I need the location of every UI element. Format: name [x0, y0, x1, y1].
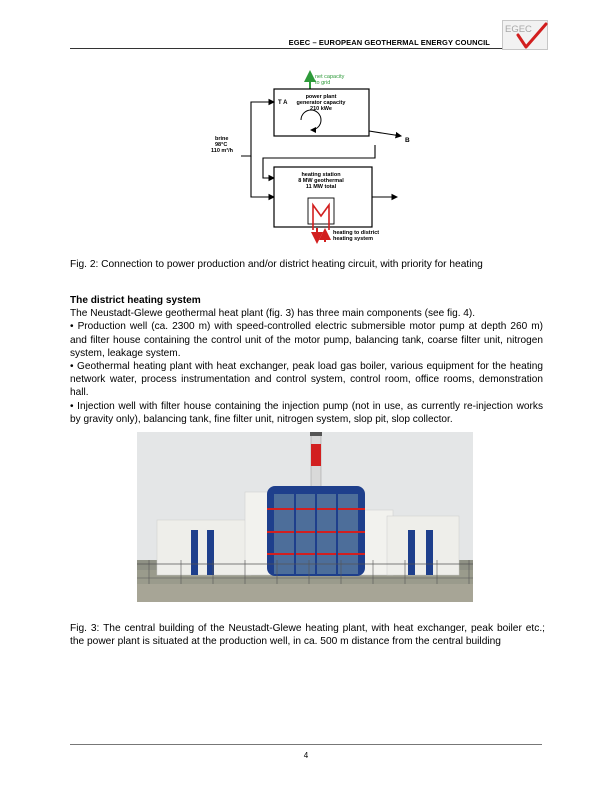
brine-label-1: brine: [215, 136, 229, 142]
district-heating-section: [70, 294, 543, 426]
brine-label-2: 98°C: [215, 142, 228, 148]
brine-label-3: 110 m³/h: [211, 148, 234, 154]
net-capacity-label-2: to grid: [315, 80, 331, 86]
outlet-b-arrow: [369, 131, 401, 136]
chimney-red-band: [311, 444, 321, 466]
brine-to-plant-pipe: [241, 102, 274, 156]
header-title: EGEC – EUROPEAN GEOTHERMAL ENERGY COUNCIL: [288, 38, 490, 47]
chimney-cap: [310, 432, 322, 436]
egec-logo: [502, 20, 548, 50]
bullet-heating-plant: • Geothermal heating plant with heat exchanger, peak load gas boiler, various equipment for the heating network water, process instrumentation and control system, control room, office rooms, demonstration hall.: [70, 361, 543, 399]
fig2-caption: Fig. 2: Connection to power production and/or district heating circuit, with priority for heating: [70, 259, 483, 270]
ta-label: T A: [278, 100, 288, 106]
fig3-photo: [137, 432, 473, 602]
b-label: B: [405, 137, 410, 144]
page-number: 4: [303, 751, 309, 760]
bullet-production-well: • Production well (ca. 2300 m) with speed-controlled electric submersible motor pump at depth 260 m) and filter house containing the control unit of the motor pump, balancing tank, coarse filter unit, nitrogen system, leakage system.: [70, 321, 543, 359]
foreground-grass: [137, 584, 473, 602]
window-right-1: [408, 530, 415, 575]
plant-label-1: power plant: [305, 94, 337, 100]
heat-exchanger-icon: [308, 198, 334, 224]
plant-label-2: generator capacity: [296, 100, 346, 106]
footer-divider: [70, 744, 542, 745]
net-capacity-label: net capacity: [315, 74, 345, 80]
fig3-caption: Fig. 3: The central building of the Neustadt-Glewe heating plant, with heat exchanger, peak boiler etc.; the power plant is situated at the production well, in ca. 500 m distance from the central building: [70, 623, 545, 647]
right-wing: [387, 516, 459, 575]
section-intro: The Neustadt-Glewe geothermal heat plant (fig. 3) has three main components (see fig. 4).: [70, 308, 476, 320]
section-heading: The district heating system: [70, 295, 201, 306]
station-label-2: 8 MW geothermal: [298, 178, 344, 184]
header-divider: [70, 48, 545, 49]
station-label-1: heating station: [301, 172, 341, 178]
station-label-3: 11 MW total: [305, 184, 337, 190]
plant-label-3: 210 kWe: [310, 106, 332, 112]
egec-logo-text: EGEC: [505, 24, 532, 35]
heating-label-2: heating system: [333, 236, 374, 242]
bullet-injection-well: • Injection well with filter house containing the injection pump (not in use, as currently re-injection works by gravity only), balancing tank, fine filter unit, nitrogen system, slop pit, slop collector.: [70, 400, 543, 425]
window-right-2: [426, 530, 433, 575]
heating-label-1: heating to district: [333, 230, 380, 236]
fig2-schematic: [205, 70, 415, 250]
left-wing: [157, 520, 251, 575]
window-left-1: [191, 530, 198, 575]
